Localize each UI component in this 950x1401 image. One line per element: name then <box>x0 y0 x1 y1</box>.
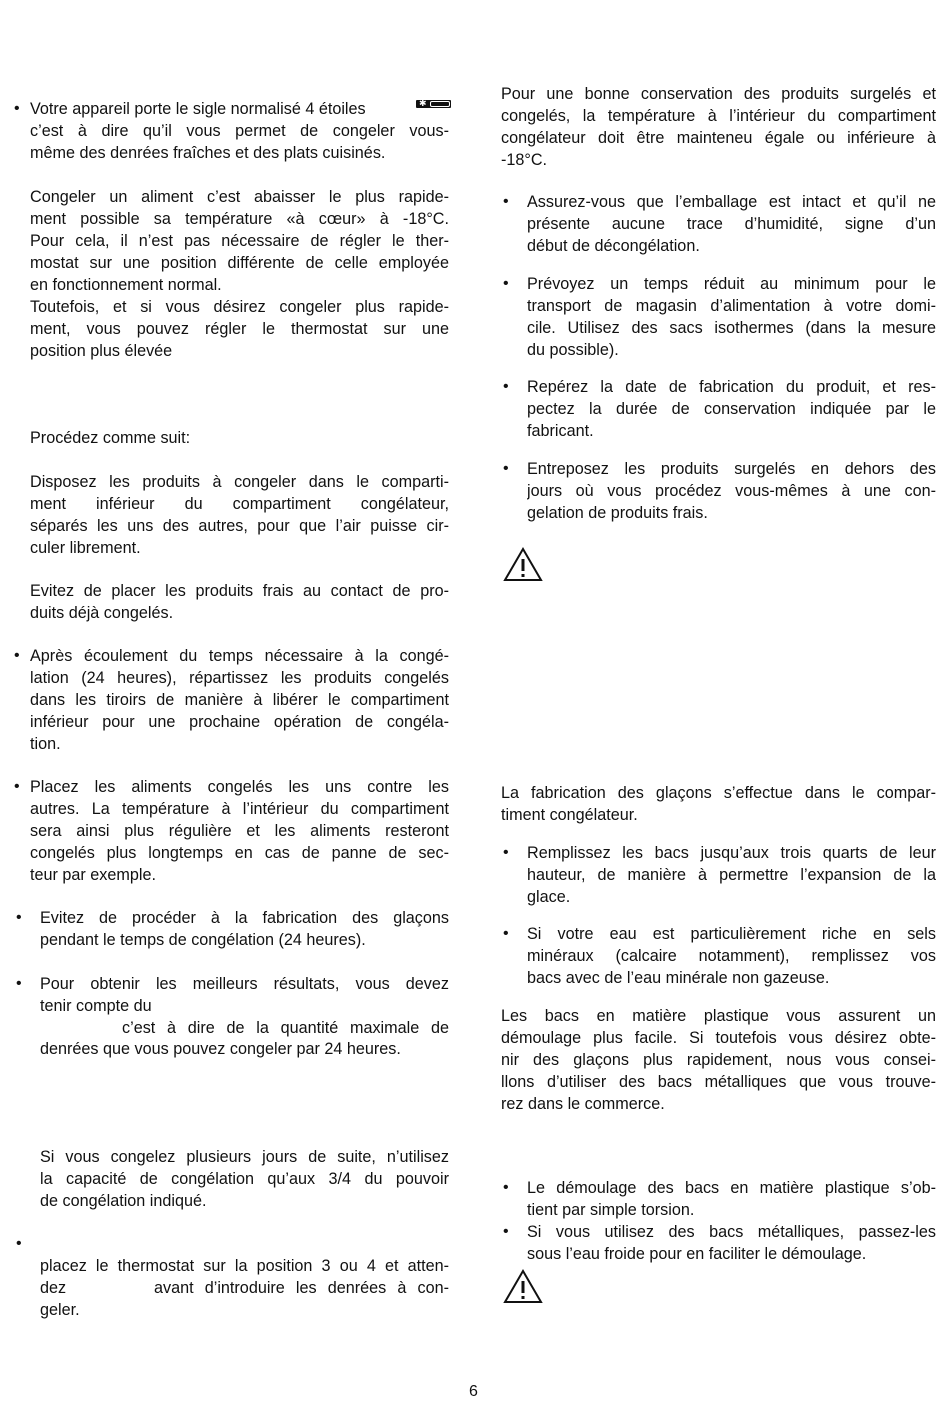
several-days-line: Si vous congelez plusieurs jours de suite, n’utilisez <box>40 1148 449 1166</box>
capacity-line: Pour obtenir les meilleurs résultats, vous devez <box>40 975 449 993</box>
thermostat-line: avant d’introduire les denrées à con- <box>154 1279 449 1297</box>
ice-cubes-avoid-line: Evitez de procéder à la fabrication des glaçons <box>40 909 449 927</box>
fill-trays-line: hauteur, de manière à permettre l’expansion de la <box>527 866 936 884</box>
mineral-water-line: bacs avec de l’eau minérale non gazeuse. <box>527 969 830 987</box>
manufacture-date-line: pectez la durée de conservation indiquée par le <box>527 400 936 418</box>
transport-line: transport de magasin d’alimentation à votre domi- <box>527 297 936 315</box>
bullet-marker: • <box>503 378 509 395</box>
stack-frozen-line: sera ainsi plus régulière et les aliments resteront <box>30 822 449 840</box>
plastic-trays-line: rez dans le commerce. <box>501 1095 665 1113</box>
avoid-contact-line: Evitez de placer les produits frais au contact de pro- <box>30 582 449 600</box>
thermostat-line: placez le thermostat sur la position 3 ou 4 et atten- <box>40 1257 449 1275</box>
packaging-line: présente aucune trace d’humidité, signe d’un <box>527 215 936 233</box>
freezing-paragraph-line: ment possible sa température «à cœur» à -18°C. <box>30 210 449 228</box>
thermostat-line: dez <box>40 1279 67 1297</box>
bullet-marker: • <box>16 975 22 992</box>
freezing-paragraph-line: position plus élevée <box>30 342 173 360</box>
ice-cube-intro-line: La fabrication des glaçons s’effectue dans le compar- <box>501 784 936 802</box>
bullet-marker: • <box>503 193 509 210</box>
fill-trays-line: Remplissez les bacs jusqu’aux trois quarts de leur <box>527 844 936 862</box>
after-freezing-line: lation (24 heures), répartissez les produits congelés <box>30 669 449 687</box>
arrange-paragraph-line: séparés les uns des autres, pour que l’air puisse cir- <box>30 517 449 535</box>
plastic-trays-line: llons d’utiliser des bacs métalliques que vous trouve- <box>501 1073 936 1091</box>
capacity-line: denrées que vous pouvez congeler par 24 heures. <box>40 1040 401 1058</box>
four-star-freezer-icon: ✱ <box>416 100 451 108</box>
plastic-trays-line: Les bacs en matière plastique vous assurent un <box>501 1007 936 1025</box>
bullet-marker: • <box>16 909 22 926</box>
avoid-contact-line: duits déjà congelés. <box>30 604 174 622</box>
mineral-water-line: Si votre eau est particulièrement riche en sels <box>527 925 936 943</box>
metal-trays-line: Si vous utilisez des bacs métalliques, passez-les <box>527 1223 936 1241</box>
transport-line: Prévoyez un temps réduit au minimum pour le <box>527 275 936 293</box>
stack-frozen-line: congelés plus longtemps en cas de panne de sec- <box>30 844 449 862</box>
fill-trays-line: glace. <box>527 888 571 906</box>
freezing-paragraph-line: Congeler un aliment c’est abaisser le plus rapide- <box>30 188 449 206</box>
four-star-paragraph-line: c’est à dire qu’il vous permet de congeler vous- <box>30 122 449 140</box>
thermostat-line: geler. <box>40 1301 80 1319</box>
arrange-paragraph-line: culer librement. <box>30 539 141 557</box>
mineral-water-line: minéraux (calcaire notamment), remplissez vos <box>527 947 936 965</box>
store-frozen-line: gelation de produits frais. <box>527 504 708 522</box>
arrange-paragraph-line: ment inférieur du compartiment congélateur, <box>30 495 449 513</box>
freezing-paragraph-line: mostat sur une position différente de celle employée <box>30 254 449 272</box>
after-freezing-line: inférieur pour une prochaine opération de congéla- <box>30 713 449 731</box>
four-star-paragraph-line: Votre appareil porte le sigle normalisé 4 étoiles <box>30 100 366 118</box>
freezing-paragraph-line: ment, vous pouvez régler le thermostat sur une <box>30 320 449 338</box>
bullet-marker: • <box>503 1223 509 1240</box>
freezing-paragraph-line: Toutefois, et si vous désirez congeler plus rapide- <box>30 298 449 316</box>
plastic-trays-line: démoulage plus facile. Si toutefois vous désirez obte- <box>501 1029 936 1047</box>
packaging-line: Assurez-vous que l’emballage est intact et qu’il ne <box>527 193 936 211</box>
stack-frozen-line: autres. La température à l’intérieur du compartiment <box>30 800 449 818</box>
metal-trays-line: sous l’eau froide pour en faciliter le démoulage. <box>527 1245 867 1263</box>
freezing-paragraph-line: en fonctionnement normal. <box>30 276 222 294</box>
unmould-plastic-line: Le démoulage des bacs en matière plastique s’ob- <box>527 1179 936 1197</box>
unmould-plastic-line: tient par simple torsion. <box>527 1201 695 1219</box>
warning-triangle-icon <box>503 1268 543 1304</box>
freezing-paragraph-line: Pour cela, il n’est pas nécessaire de régler le ther- <box>30 232 449 250</box>
ice-cubes-avoid-line: pendant le temps de congélation (24 heures). <box>40 931 366 949</box>
conservation-paragraph-line: congelés, la température à l’intérieur du compartiment <box>501 107 936 125</box>
warning-triangle-icon <box>503 546 543 582</box>
bullet-marker: • <box>503 1179 509 1196</box>
bullet-marker: • <box>503 275 509 292</box>
stack-frozen-line: teur par exemple. <box>30 866 156 884</box>
bullet-marker: • <box>503 460 509 477</box>
capacity-line: tenir compte du <box>40 997 152 1015</box>
after-freezing-line: dans les tiroirs de manière à libérer le compartiment <box>30 691 449 709</box>
after-freezing-line: tion. <box>30 735 61 753</box>
store-frozen-line: jours où vous procédez vous-mêmes à une con- <box>527 482 936 500</box>
transport-line: du possible). <box>527 341 619 359</box>
procedure-intro: Procédez comme suit: <box>30 429 191 447</box>
conservation-paragraph-line: -18°C. <box>501 151 548 169</box>
capacity-line: c’est à dire de la quantité maximale de <box>122 1019 449 1037</box>
ice-cube-intro-line: timent congélateur. <box>501 806 638 824</box>
bullet-marker: • <box>14 778 20 795</box>
several-days-line: la capacité de congélation qu’aux 3/4 du pouvoir <box>40 1170 449 1188</box>
plastic-trays-line: nir des glaçons plus rapidement, nous vous consei- <box>501 1051 936 1069</box>
bullet-marker: • <box>14 100 20 117</box>
store-frozen-line: Entreposez les produits surgelés en dehors des <box>527 460 936 478</box>
several-days-line: de congélation indiqué. <box>40 1192 207 1210</box>
page-number: 6 <box>469 1383 478 1400</box>
conservation-paragraph-line: congélateur doit être mainteneu égale ou inférieure à <box>501 129 936 147</box>
manufacture-date-line: fabricant. <box>527 422 594 440</box>
stack-frozen-line: Placez les aliments congelés les uns contre les <box>30 778 449 796</box>
after-freezing-line: Après écoulement du temps nécessaire à la congé- <box>30 647 449 665</box>
arrange-paragraph-line: Disposez les produits à congeler dans le comparti- <box>30 473 449 491</box>
conservation-paragraph-line: Pour une bonne conservation des produits surgelés et <box>501 85 936 103</box>
transport-line: cile. Utilisez des sacs isothermes (dans la mesure <box>527 319 936 337</box>
bullet-marker: • <box>503 844 509 861</box>
manufacture-date-line: Repérez la date de fabrication du produit, et res- <box>527 378 936 396</box>
four-star-paragraph-line: même des denrées fraîches et des plats cuisinés. <box>30 144 386 162</box>
bullet-marker: • <box>16 1235 22 1252</box>
packaging-line: début de décongélation. <box>527 237 700 255</box>
bullet-marker: • <box>503 925 509 942</box>
bullet-marker: • <box>14 647 20 664</box>
